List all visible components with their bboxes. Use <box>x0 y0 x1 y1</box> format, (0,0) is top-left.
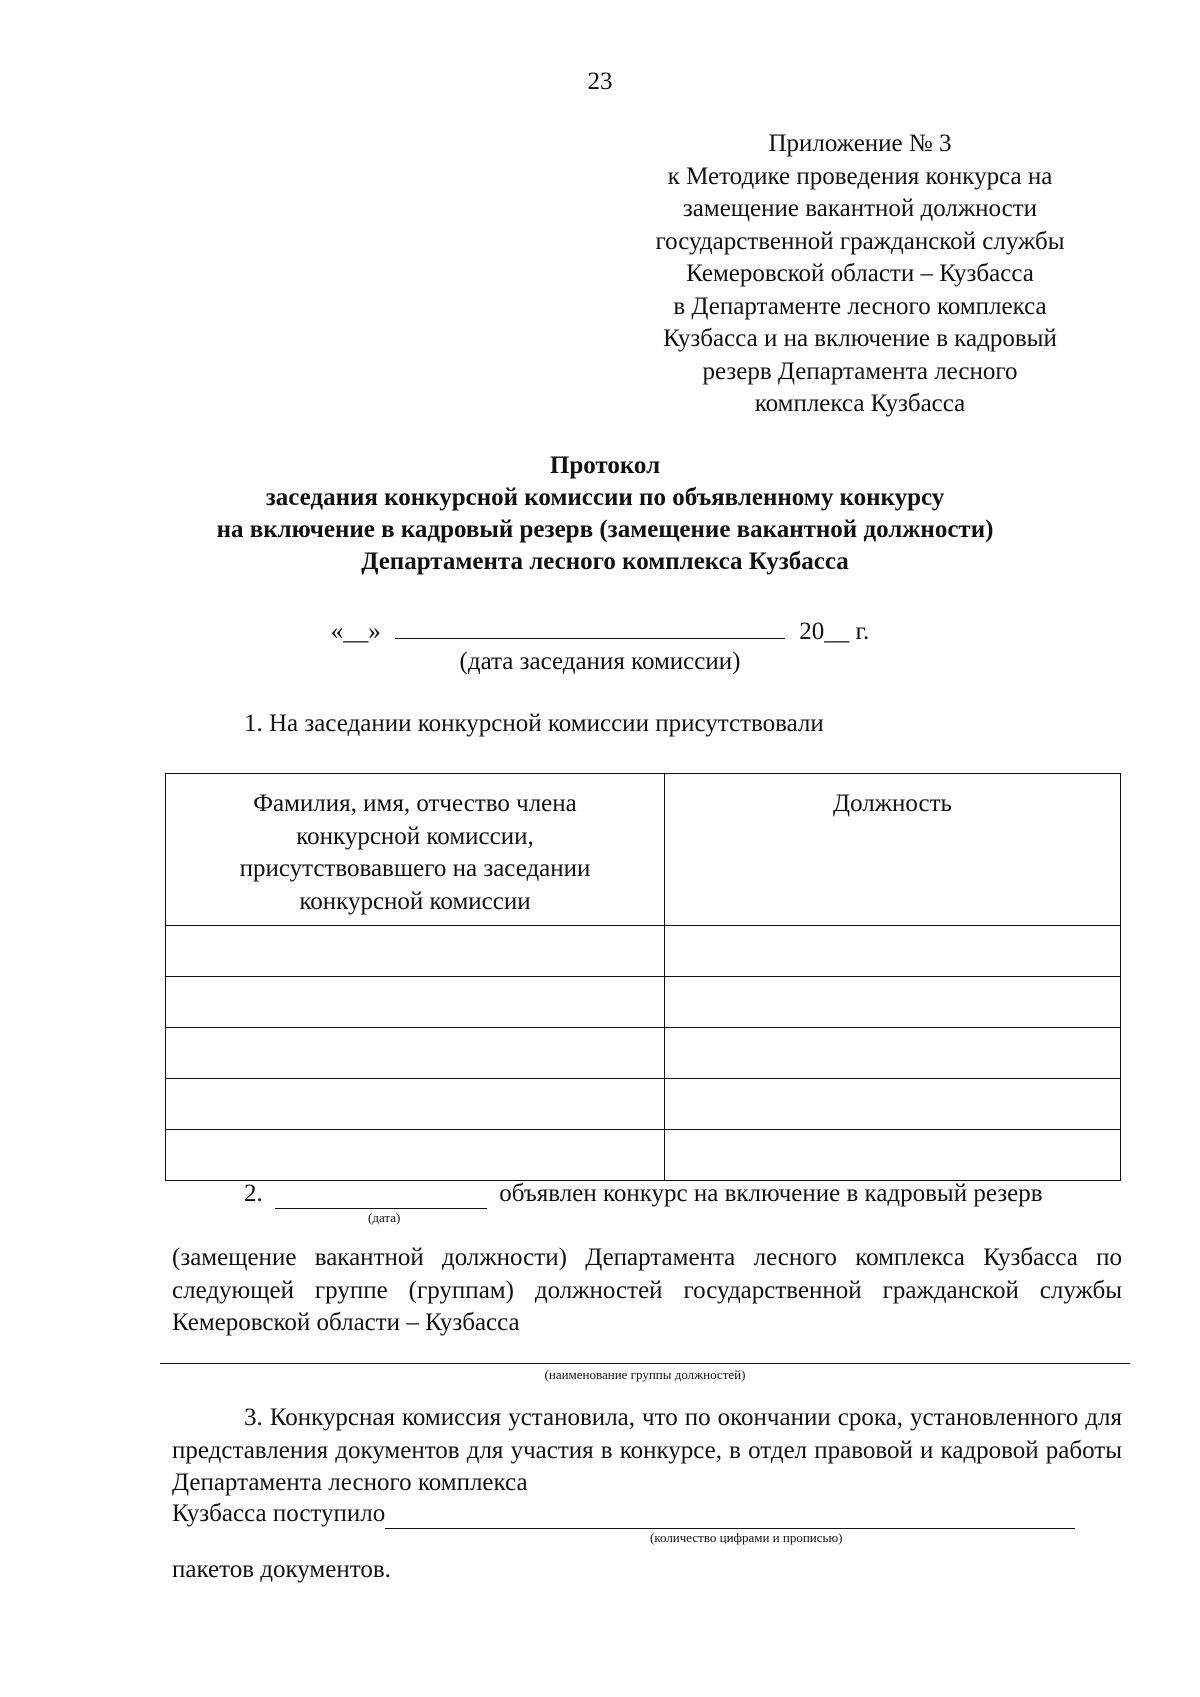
table-cell[interactable] <box>166 1130 665 1181</box>
title-line: заседания конкурсной комиссии по объявленному конкурсу <box>265 484 945 511</box>
title-line: Протокол <box>549 452 661 479</box>
table-cell[interactable] <box>665 1028 1121 1079</box>
appendix-line: замещение вакантной должности <box>682 195 1038 222</box>
announcement-date-blank[interactable] <box>275 1180 487 1209</box>
table-cell[interactable] <box>665 1079 1121 1130</box>
document-title <box>150 450 1060 578</box>
item-2-text: объявлен конкурс на включение в кадровый резерв <box>499 1180 1043 1207</box>
table-header-row <box>166 774 1121 926</box>
item-1-text: 1. На заседании конкурсной комиссии присутствовали <box>244 710 824 737</box>
table-cell[interactable] <box>166 1028 665 1079</box>
header-member-name: Фамилия, имя, отчество члена конкурсной комиссии, присутствовавшего на заседании конкурсной комиссии <box>166 774 665 926</box>
count-caption: (количество цифрами и прописью) <box>650 1530 843 1545</box>
appendix-line: Приложение № 3 <box>768 130 952 157</box>
appendix-line: Кемеровской области – Кузбасса <box>686 260 1034 287</box>
group-name-caption: (наименование группы должностей) <box>544 1367 746 1382</box>
item-3-last-line <box>172 1500 1075 1529</box>
item-2-line <box>244 1180 1043 1209</box>
day-blank[interactable]: «__» <box>330 618 381 645</box>
item-2-continuation: (замещение вакантной должности) Департамента лесного комплекса Кузбасса по следующей группе (группам) должностей государственной гражданской службы Кемеровской области – Кузбасса <box>172 1244 1122 1336</box>
table-row <box>166 1130 1121 1181</box>
appendix-line: к Методике проведения конкурса на <box>667 162 1053 190</box>
header-position: Должность <box>665 774 1121 926</box>
table-cell[interactable] <box>665 977 1121 1028</box>
table-cell[interactable] <box>665 1130 1121 1181</box>
table-cell[interactable] <box>166 1079 665 1130</box>
meeting-date-caption: (дата заседания комиссии) <box>459 648 741 675</box>
table-row <box>166 1079 1121 1130</box>
appendix-line: Кузбасса и на включение в кадровый <box>663 325 1057 352</box>
package-count-blank[interactable] <box>385 1500 1075 1529</box>
table-cell[interactable] <box>166 977 665 1028</box>
appendix-line: комплекса Кузбасса <box>754 390 966 417</box>
appendix-line: резерв Департамента лесного <box>702 357 1018 385</box>
item-3-ending: пакетов документов. <box>172 1556 391 1583</box>
title-line: на включение в кадровый резерв (замещение вакантной должности) <box>216 516 994 543</box>
title-line: Департамента лесного комплекса Кузбасса <box>361 548 849 575</box>
appendix-line: государственной гражданской службы <box>655 227 1065 255</box>
item-3-text: 3. Конкурсная комиссия установила, что по окончании срока, установленного для представления документов для участия в конкурсе, в отдел правовой и кадровой работы Департамента лесного комплекса <box>172 1404 1122 1496</box>
group-name-blank[interactable] <box>160 1363 1130 1364</box>
table-row <box>166 926 1121 977</box>
page-number: 23 <box>587 68 613 95</box>
meeting-date-line <box>0 612 1200 646</box>
table-row <box>166 1028 1121 1079</box>
members-table <box>165 773 1121 1181</box>
appendix-header <box>600 128 1120 421</box>
month-blank[interactable] <box>395 612 785 639</box>
item-2-number: 2. <box>244 1180 263 1207</box>
table-cell[interactable] <box>166 926 665 977</box>
received-label: Кузбасса поступило <box>172 1500 386 1527</box>
year-blank[interactable]: 20__ г. <box>799 618 870 645</box>
table-cell[interactable] <box>665 926 1121 977</box>
date-caption: (дата) <box>368 1210 401 1225</box>
appendix-line: в Департаменте лесного комплекса <box>673 292 1047 320</box>
table-row <box>166 977 1121 1028</box>
